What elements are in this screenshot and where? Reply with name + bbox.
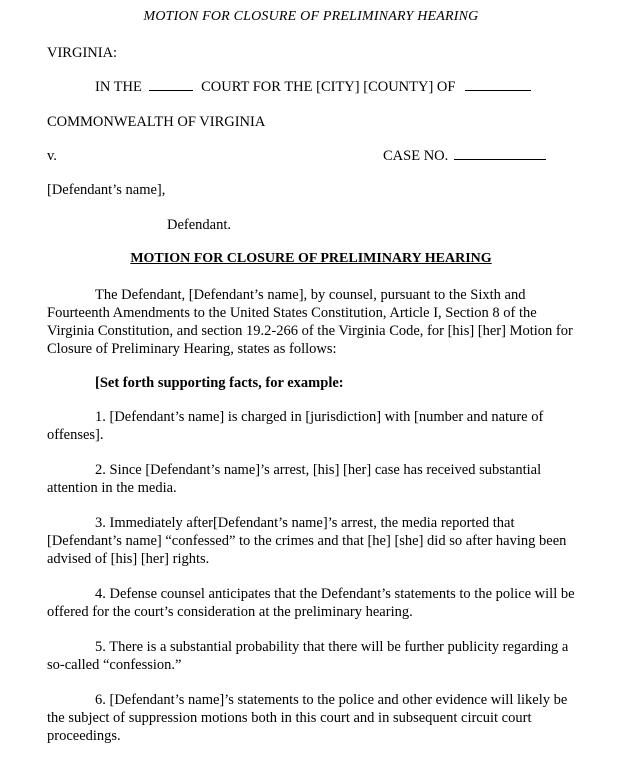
jurisdiction-blank xyxy=(465,78,531,91)
document-header-title: MOTION FOR CLOSURE OF PRELIMINARY HEARING xyxy=(143,9,479,24)
fact-paragraph-4: 4. Defense counsel anticipates that the Defendant’s statements to the police will be offered for the court’s consideration at the preliminary hearing. xyxy=(47,586,575,620)
versus-label: v. xyxy=(47,148,57,164)
case-number-line xyxy=(383,147,546,165)
fact-paragraph-6: 6. [Defendant’s name]’s statements to the police and other evidence will likely be the subject of suppression motions both in this court and in subsequent circuit court proceedings. xyxy=(47,692,568,744)
court-name-blank xyxy=(149,78,193,91)
fact-paragraph-5: 5. There is a substantial probability that there will be further publicity regarding a so-called “confession.” xyxy=(47,639,569,673)
defendant-name: [Defendant’s name], xyxy=(47,182,166,198)
court-line xyxy=(95,78,531,96)
case-number-blank xyxy=(454,147,546,160)
state-label: VIRGINIA: xyxy=(47,45,118,61)
case-number-label: CASE NO. xyxy=(383,148,449,164)
facts-heading: [Set forth supporting facts, for example: xyxy=(95,375,344,391)
fact-paragraph-1: 1. [Defendant’s name] is charged in [jurisdiction] with [number and nature of offenses]. xyxy=(47,409,544,443)
defendant-label: Defendant. xyxy=(167,217,232,233)
court-mid-text: COURT FOR THE [CITY] [COUNTY] OF xyxy=(201,79,456,95)
court-in-text: IN THE xyxy=(95,79,142,95)
intro-paragraph: The Defendant, [Defendant’s name], by counsel, pursuant to the Sixth and Fourteenth Amendments to the United States Constitution, Article I, Section 8 of the Virginia Constitution, and section 19.2-266 of the Virginia Code, for [his] [her] Motion for Closure of Preliminary Hearing, states as follows: xyxy=(47,287,573,357)
fact-paragraph-2: 2. Since [Defendant’s name]’s arrest, [his] [her] case has received substantial attention in the media. xyxy=(47,462,542,496)
fact-paragraph-3: 3. Immediately after[Defendant’s name]’s arrest, the media reported that [Defendant’s name] “confessed” to the crimes and that [he] [she] did so after having been advised of [his] [her] rights. xyxy=(47,515,567,567)
commonwealth-party: COMMONWEALTH OF VIRGINIA xyxy=(47,114,266,130)
motion-title: MOTION FOR CLOSURE OF PRELIMINARY HEARING xyxy=(130,251,492,266)
